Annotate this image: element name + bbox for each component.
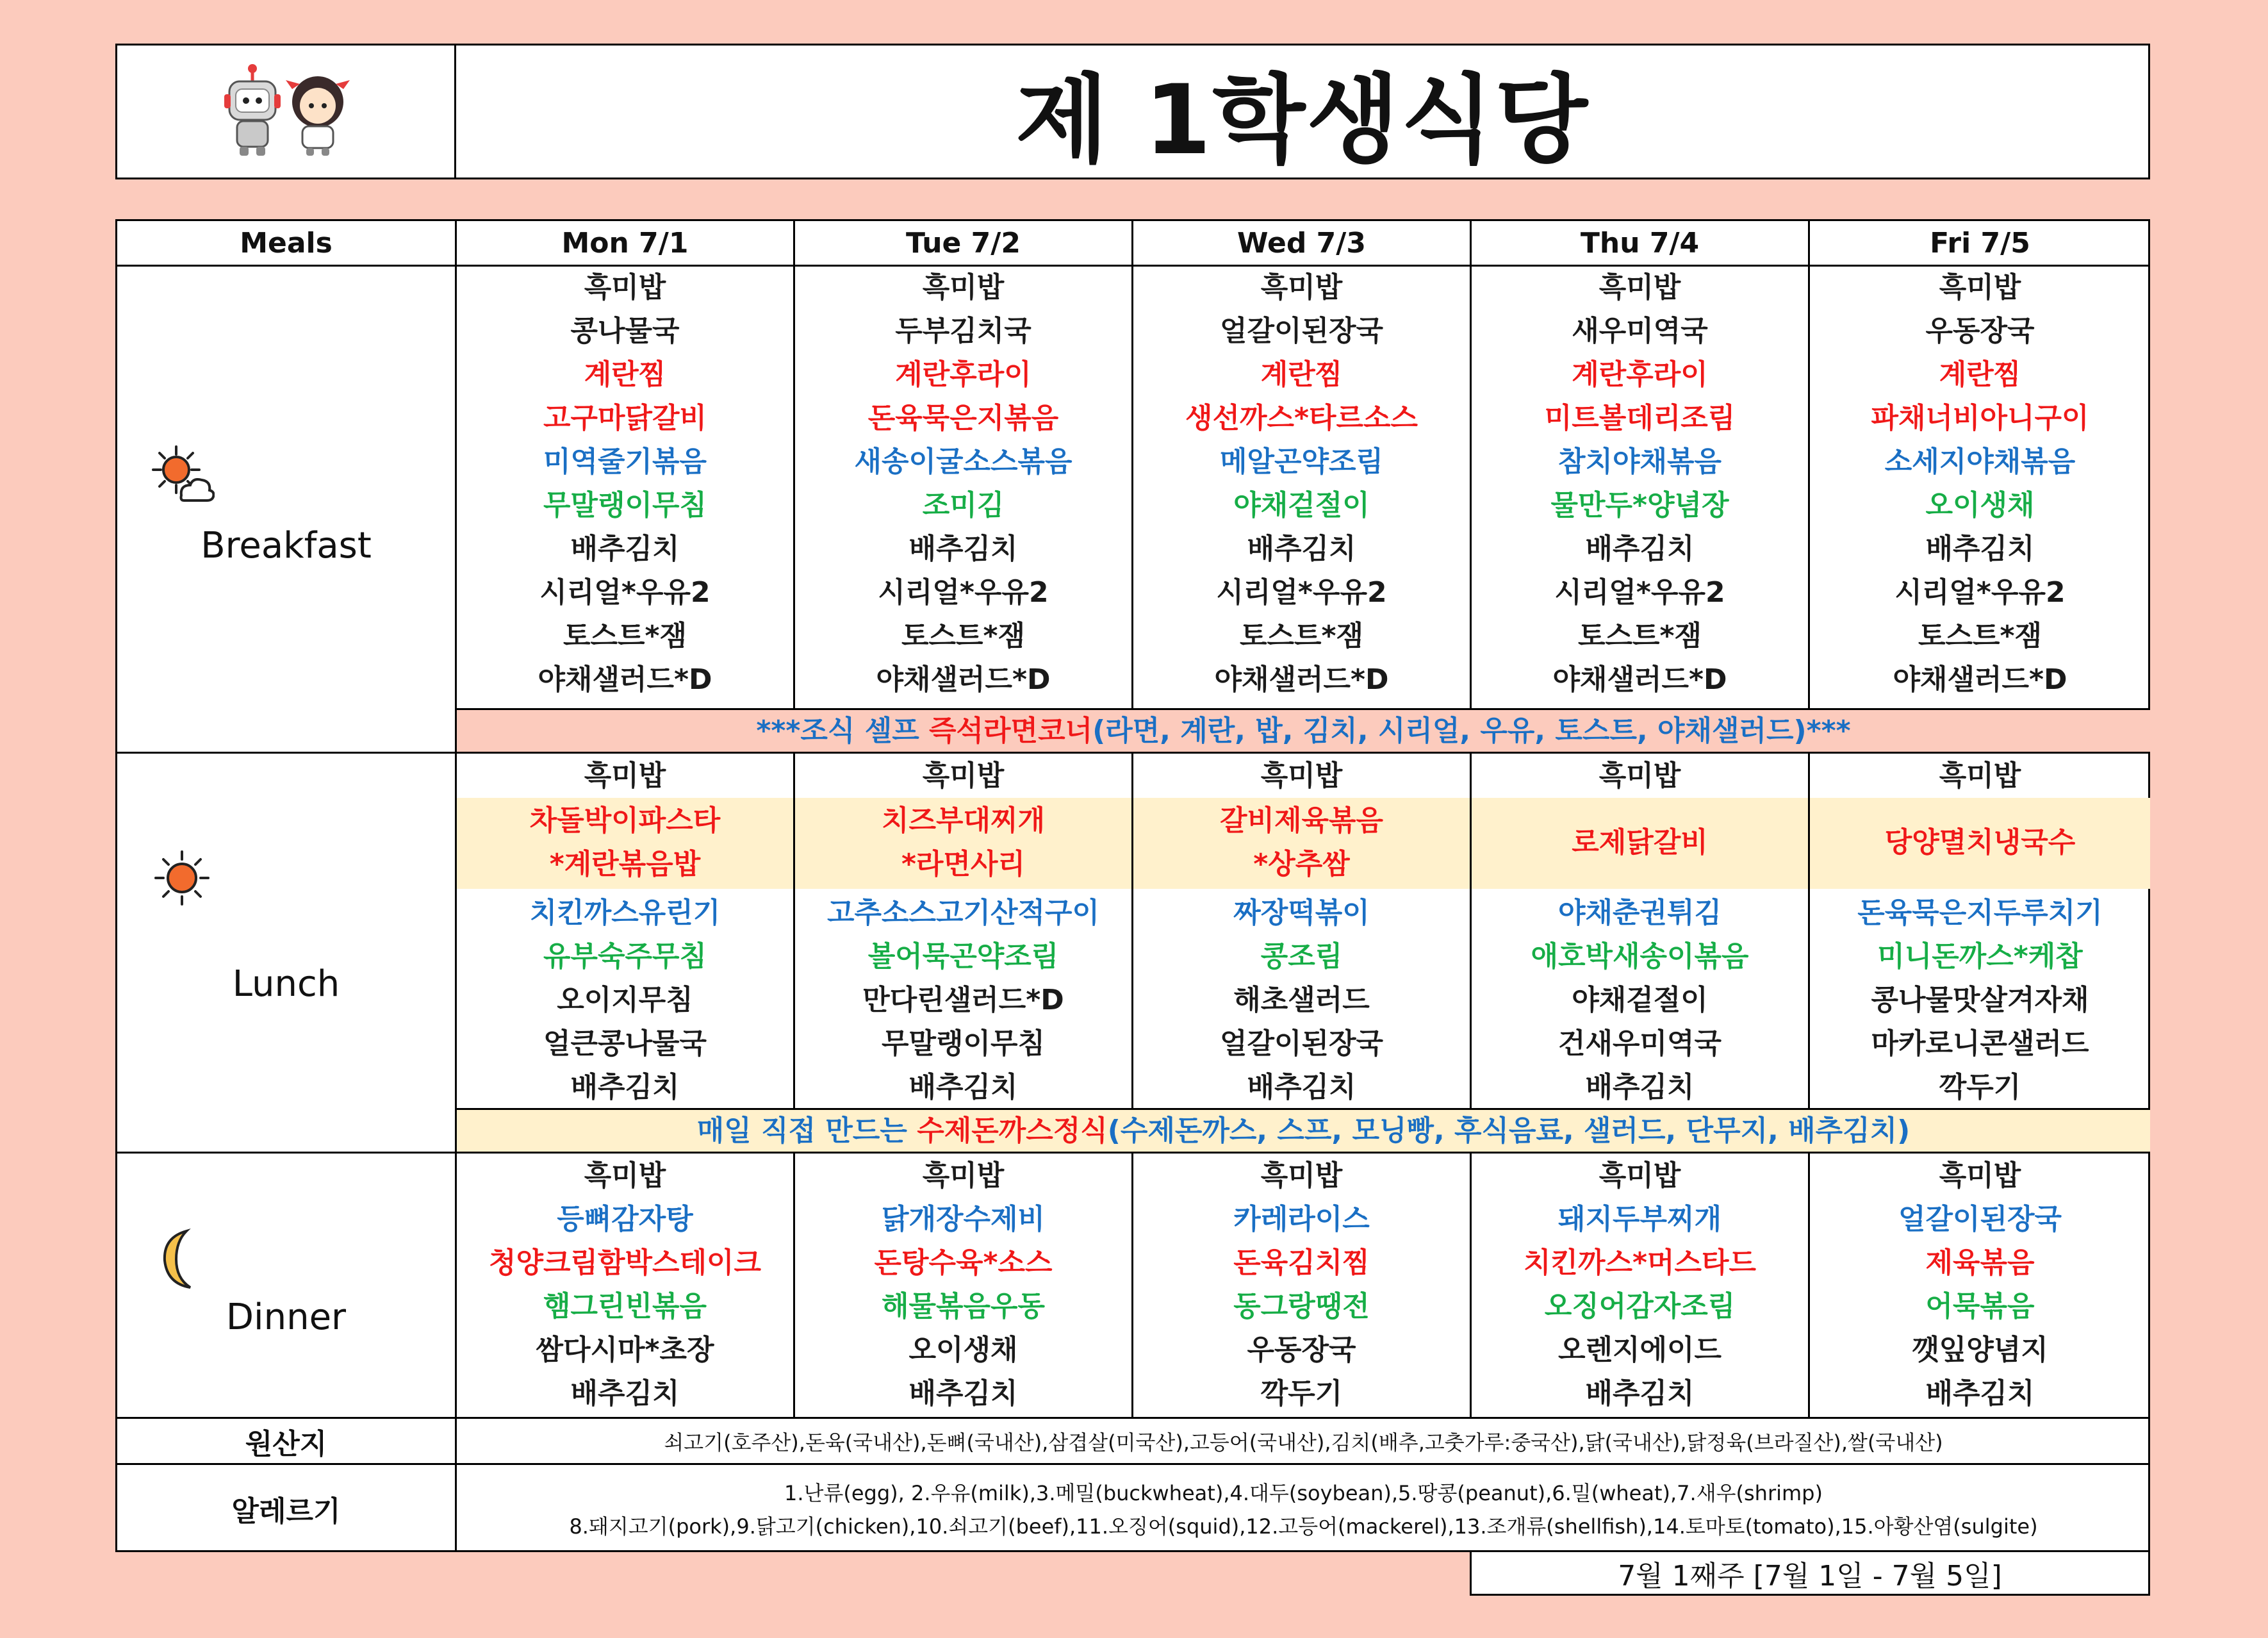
moon-icon xyxy=(158,1227,203,1291)
breakfast-item-tue: 야채샐러드*D xyxy=(876,663,1051,696)
allergy-line-1: 1.난류(egg), 2.우유(milk),3.메밀(buckwheat),4.대두(soybean),5.땅콩(peanut),6.밀(wheat),7.새우(shrimp) xyxy=(784,1481,1823,1505)
breakfast-item-thu: 새우미역국 xyxy=(1572,315,1708,347)
lunch-item-wed: 해초샐러드 xyxy=(1233,984,1370,1016)
lunch-main-sub-mon: *계란볶음밥 xyxy=(549,848,701,881)
lunch-main-thu: 로제닭갈비 xyxy=(1572,826,1708,859)
breakfast-item-mon: 무말랭이무침 xyxy=(543,489,707,522)
lunch-special-highlight: 수제돈까스정식 xyxy=(917,1114,1108,1147)
lunch-item-thu: 건새우미역국 xyxy=(1557,1027,1722,1060)
breakfast-item-tue: 흑미밥 xyxy=(922,271,1005,304)
breakfast-item-thu: 배추김치 xyxy=(1585,533,1695,565)
page-title: 제 1학생식당 xyxy=(1015,65,1590,176)
dinner-item-wed: 우동장국 xyxy=(1247,1334,1356,1366)
lunch-special-note xyxy=(457,1109,2150,1153)
dinner-item-wed: 돈육김치찜 xyxy=(1233,1246,1370,1279)
lunch-item-tue: 무말랭이무침 xyxy=(881,1027,1046,1060)
breakfast-item-mon: 미역줄기볶음 xyxy=(543,445,707,478)
breakfast-item-wed: 계란찜 xyxy=(1260,358,1343,391)
breakfast-item-tue: 배추김치 xyxy=(908,533,1018,565)
dinner-item-thu: 흑미밥 xyxy=(1598,1159,1681,1192)
breakfast-item-fri: 토스트*잼 xyxy=(1918,620,2042,652)
lunch-main-sub-tue: *라면사리 xyxy=(901,848,1026,881)
dinner-item-wed: 흑미밥 xyxy=(1260,1159,1343,1192)
dinner-item-mon: 등뼈감자탕 xyxy=(557,1203,693,1236)
dinner-item-fri: 얼갈이된장국 xyxy=(1898,1203,2062,1236)
breakfast-item-mon: 콩나물국 xyxy=(570,315,680,347)
breakfast-item-fri: 배추김치 xyxy=(1925,533,2035,565)
breakfast-item-wed: 생선까스*타르소스 xyxy=(1185,402,1418,434)
lunch-item-thu: 배추김치 xyxy=(1585,1071,1695,1104)
header xyxy=(115,44,2150,179)
lunch-rice-fri: 흑미밥 xyxy=(1939,759,2021,792)
breakfast-special-note xyxy=(457,709,2150,753)
column-header-mon: Mon 7/1 xyxy=(561,226,689,260)
column-header-wed: Wed 7/3 xyxy=(1237,226,1366,260)
lunch-rice-thu: 흑미밥 xyxy=(1598,759,1681,792)
dinner-item-tue: 오이생채 xyxy=(908,1334,1018,1366)
dinner-item-tue: 닭개장수제비 xyxy=(881,1203,1046,1236)
lunch-item-mon: 얼큰콩나물국 xyxy=(543,1027,707,1060)
lunch-item-fri: 미니돈까스*케찹 xyxy=(1877,940,2083,973)
lunch-item-fri: 콩나물맛살겨자채 xyxy=(1871,984,2089,1016)
breakfast-item-tue: 새송이굴소스볶음 xyxy=(854,445,1072,478)
lunch-item-thu: 야채춘권튀김 xyxy=(1557,897,1722,929)
allergy-line-2: 8.돼지고기(pork),9.닭고기(chicken),10.쇠고기(beef),11.오징어(squid),12.고등어(mackerel),13.조개류(shellfish),14.토마토(tomato),15.아황산염(sulgite) xyxy=(569,1514,2038,1539)
origin-label: 원산지 xyxy=(245,1427,327,1460)
lunch-main-wed: 갈비제육볶음 xyxy=(1219,804,1384,837)
breakfast-item-mon: 배추김치 xyxy=(570,533,680,565)
allergy-label: 알레르기 xyxy=(231,1495,341,1528)
meal-label-lunch: Lunch xyxy=(232,963,340,1005)
lunch-item-wed: 배추김치 xyxy=(1247,1071,1356,1104)
column-header-fri: Fri 7/5 xyxy=(1930,226,2030,260)
dinner-item-mon: 쌈다시마*초장 xyxy=(536,1334,714,1366)
lunch-main-mon: 차돌박이파스타 xyxy=(529,804,721,837)
dinner-item-thu: 돼지두부찌개 xyxy=(1557,1203,1722,1236)
lunch-item-mon: 유부숙주무침 xyxy=(543,940,707,973)
dinner-item-wed: 동그랑땡전 xyxy=(1233,1290,1370,1323)
breakfast-item-tue: 토스트*잼 xyxy=(901,620,1026,652)
breakfast-item-wed: 메알곤약조림 xyxy=(1219,445,1384,478)
lunch-item-fri: 마카로니콘샐러드 xyxy=(1871,1027,2089,1060)
breakfast-item-wed: 야채겉절이 xyxy=(1233,489,1370,522)
lunch-item-tue: 고추소스고기산적구이 xyxy=(826,897,1100,929)
lunch-rice-mon: 흑미밥 xyxy=(584,759,666,792)
dinner-item-tue: 돈탕수육*소스 xyxy=(874,1246,1053,1279)
dinner-item-thu: 치킨까스*머스타드 xyxy=(1523,1246,1757,1279)
breakfast-item-tue: 두부김치국 xyxy=(895,315,1031,347)
lunch-item-fri: 돈육묵은지두루치기 xyxy=(1857,897,2103,929)
breakfast-special-pre: ***조식 셀프 xyxy=(756,715,930,747)
breakfast-item-fri: 시리얼*우유2 xyxy=(1894,576,2066,609)
dinner-item-tue: 배추김치 xyxy=(908,1377,1018,1410)
column-header-tue: Tue 7/2 xyxy=(906,226,1021,260)
breakfast-item-wed: 배추김치 xyxy=(1247,533,1356,565)
lunch-item-wed: 콩조림 xyxy=(1260,940,1343,973)
mascot-logo xyxy=(117,46,456,178)
breakfast-item-wed: 토스트*잼 xyxy=(1239,620,1364,652)
column-header-meals: Meals xyxy=(240,226,333,260)
breakfast-item-thu: 계란후라이 xyxy=(1572,358,1708,391)
breakfast-item-tue: 계란후라이 xyxy=(895,358,1031,391)
lunch-main-fri: 당양멸치냉국수 xyxy=(1884,826,2076,859)
lunch-item-thu: 야채겉절이 xyxy=(1572,984,1708,1016)
origin-text: 쇠고기(호주산),돈육(국내산),돈뼈(국내산),삼겹살(미국산),고등어(국내산),김치(배추,고춧가루:중국산),닭(국내산),닭정육(브라질산),쌀(국내산) xyxy=(664,1430,1943,1455)
breakfast-item-tue: 시리얼*우유2 xyxy=(878,576,1049,609)
breakfast-item-wed: 야채샐러드*D xyxy=(1214,663,1389,696)
dinner-item-tue: 흑미밥 xyxy=(922,1159,1005,1192)
breakfast-item-thu: 흑미밥 xyxy=(1598,271,1681,304)
dinner-item-mon: 햄그린빈볶음 xyxy=(543,1290,707,1323)
dinner-item-mon: 배추김치 xyxy=(570,1377,680,1410)
dinner-item-fri: 어묵볶음 xyxy=(1925,1290,2035,1323)
breakfast-item-fri: 소세지야채볶음 xyxy=(1884,445,2076,478)
breakfast-item-tue: 조미김 xyxy=(922,489,1005,522)
breakfast-item-fri: 우동장국 xyxy=(1925,315,2035,347)
week-range: 7월 1째주 [7월 1일 - 7월 5일] xyxy=(1470,1552,2150,1596)
breakfast-item-mon: 계란찜 xyxy=(584,358,666,391)
dinner-item-thu: 배추김치 xyxy=(1585,1377,1695,1410)
dinner-item-wed: 카레라이스 xyxy=(1233,1203,1370,1236)
breakfast-item-mon: 시리얼*우유2 xyxy=(539,576,711,609)
dinner-item-thu: 오징어감자조림 xyxy=(1544,1290,1736,1323)
lunch-item-mon: 오이지무침 xyxy=(557,984,693,1016)
meal-label-dinner: Dinner xyxy=(226,1296,347,1338)
breakfast-item-wed: 시리얼*우유2 xyxy=(1216,576,1387,609)
lunch-item-mon: 배추김치 xyxy=(570,1071,680,1104)
lunch-item-mon: 치킨까스유린기 xyxy=(529,897,721,929)
dinner-item-thu: 오렌지에이드 xyxy=(1557,1334,1722,1366)
breakfast-item-thu: 물만두*양념장 xyxy=(1550,489,1729,522)
lunch-item-tue: 만다린샐러드*D xyxy=(862,984,1064,1016)
breakfast-item-wed: 얼갈이된장국 xyxy=(1219,315,1384,347)
meal-label-breakfast: Breakfast xyxy=(201,525,372,567)
breakfast-item-thu: 미트볼데리조림 xyxy=(1544,402,1736,434)
breakfast-special-highlight: 즉석라면코너 xyxy=(929,715,1093,747)
dinner-item-wed: 깍두기 xyxy=(1260,1377,1343,1410)
breakfast-item-fri: 오이생채 xyxy=(1925,489,2035,522)
column-header-thu: Thu 7/4 xyxy=(1580,226,1700,260)
lunch-main-sub-wed: *상추쌈 xyxy=(1253,848,1350,881)
lunch-special-post: (수제돈까스, 스프, 모닝빵, 후식음료, 샐러드, 단무지, 배추김치) xyxy=(1107,1114,1911,1147)
dinner-item-mon: 흑미밥 xyxy=(584,1159,666,1192)
mascot-icon xyxy=(209,63,363,160)
lunch-item-fri: 깍두기 xyxy=(1939,1071,2021,1104)
breakfast-special-post: (라면, 계란, 밥, 김치, 시리얼, 우유, 토스트, 야채샐러드)*** xyxy=(1092,715,1851,747)
dinner-item-mon: 청양크림함박스테이크 xyxy=(488,1246,762,1279)
lunch-item-wed: 짜장떡볶이 xyxy=(1233,897,1370,929)
dinner-item-tue: 해물볶음우동 xyxy=(881,1290,1046,1323)
breakfast-item-mon: 흑미밥 xyxy=(584,271,666,304)
sun-icon xyxy=(153,849,211,907)
dinner-item-fri: 흑미밥 xyxy=(1939,1159,2021,1192)
breakfast-item-mon: 고구마닭갈비 xyxy=(543,402,707,434)
lunch-item-tue: 배추김치 xyxy=(908,1071,1018,1104)
breakfast-item-wed: 흑미밥 xyxy=(1260,271,1343,304)
lunch-rice-wed: 흑미밥 xyxy=(1260,759,1343,792)
breakfast-item-fri: 흑미밥 xyxy=(1939,271,2021,304)
breakfast-item-thu: 야채샐러드*D xyxy=(1552,663,1727,696)
breakfast-item-mon: 야채샐러드*D xyxy=(538,663,712,696)
dinner-item-fri: 깻잎양념지 xyxy=(1912,1334,2048,1366)
breakfast-item-fri: 계란찜 xyxy=(1939,358,2021,391)
dinner-item-fri: 제육볶음 xyxy=(1925,1246,2035,1279)
lunch-rice-tue: 흑미밥 xyxy=(922,759,1005,792)
lunch-special-pre: 매일 직접 만드는 xyxy=(696,1114,917,1147)
breakfast-item-tue: 돈육묵은지볶음 xyxy=(867,402,1059,434)
menu-table xyxy=(115,219,2150,1552)
sun-cloud-icon xyxy=(151,444,215,508)
dinner-item-fri: 배추김치 xyxy=(1925,1377,2035,1410)
lunch-main-tue: 치즈부대찌개 xyxy=(881,804,1046,837)
lunch-item-thu: 애호박새송이볶음 xyxy=(1531,940,1749,973)
breakfast-item-thu: 참치야채볶음 xyxy=(1557,445,1722,478)
lunch-item-wed: 얼갈이된장국 xyxy=(1219,1027,1384,1060)
breakfast-item-thu: 시리얼*우유2 xyxy=(1554,576,1725,609)
breakfast-item-fri: 파채너비아니구이 xyxy=(1871,402,2089,434)
breakfast-item-fri: 야채샐러드*D xyxy=(1893,663,2067,696)
breakfast-item-mon: 토스트*잼 xyxy=(563,620,687,652)
lunch-item-tue: 볼어묵곤약조림 xyxy=(867,940,1059,973)
breakfast-item-thu: 토스트*잼 xyxy=(1577,620,1702,652)
